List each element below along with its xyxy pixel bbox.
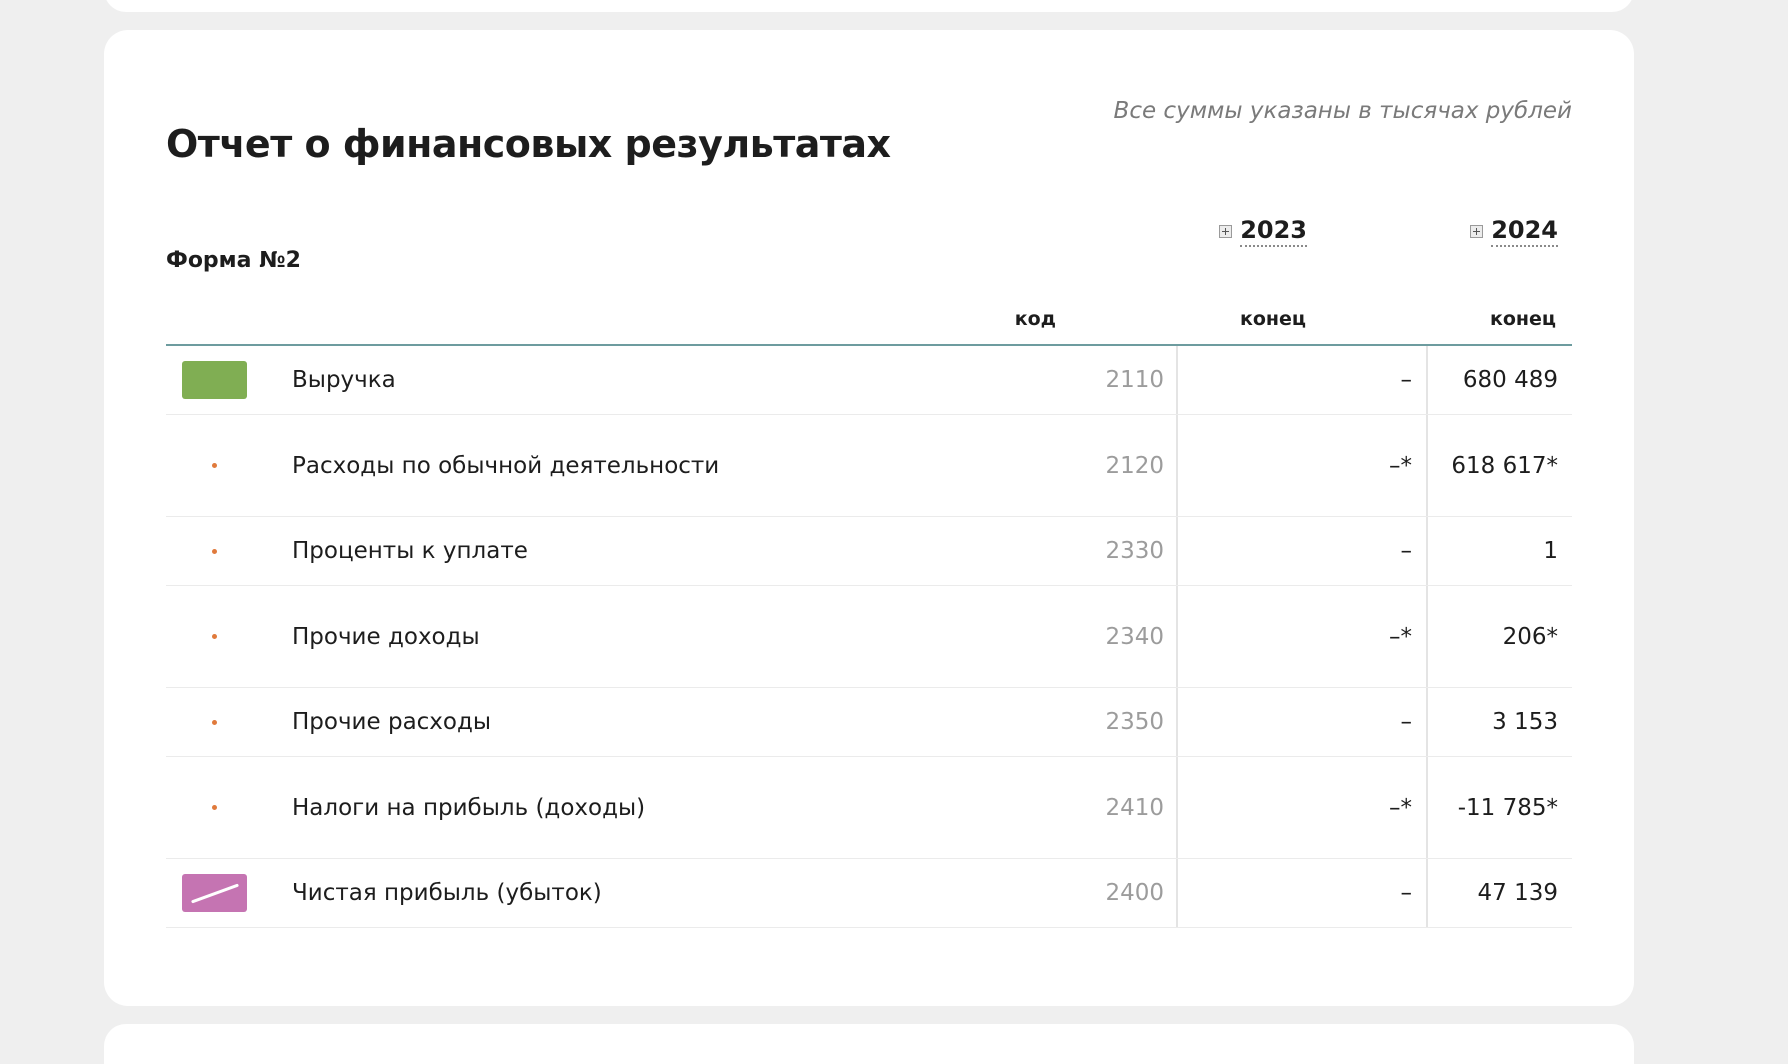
row-value-2023: – — [1178, 346, 1428, 414]
row-label: Прочие расходы — [292, 709, 492, 735]
row-value-2024: 47 139 — [1477, 880, 1558, 906]
row-code: 2120 — [1052, 415, 1178, 516]
row-value-2023: –* — [1178, 757, 1428, 858]
row-code: 2400 — [1052, 859, 1178, 927]
row-value-2024: 3 153 — [1492, 709, 1558, 735]
row-code: 2350 — [1052, 688, 1178, 756]
expand-icon[interactable] — [1470, 225, 1483, 238]
row-code: 2410 — [1052, 757, 1178, 858]
year-2024-label[interactable]: 2024 — [1491, 216, 1558, 247]
revenue-legend-marker — [182, 361, 247, 399]
row-value-2023: –* — [1178, 586, 1428, 687]
table-row — [166, 346, 1572, 415]
row-label: Налоги на прибыль (доходы) — [292, 794, 646, 821]
dot-marker — [212, 463, 217, 468]
column-header-end-2024: конец — [1489, 308, 1556, 330]
row-value-2024: 680 489 — [1462, 367, 1558, 393]
table-row — [166, 859, 1572, 928]
row-label: Прочие доходы — [292, 623, 480, 650]
dot-marker — [212, 805, 217, 810]
year-2024-toggle[interactable] — [1470, 216, 1558, 247]
column-header-code: код — [1014, 308, 1056, 330]
dot-marker — [212, 634, 217, 639]
dot-marker — [212, 549, 217, 554]
row-code: 2340 — [1052, 586, 1178, 687]
row-code: 2110 — [1052, 346, 1178, 414]
row-code: 2330 — [1052, 517, 1178, 585]
row-value-2024: 618 617* — [1451, 452, 1558, 479]
row-value-2024: 1 — [1543, 538, 1558, 564]
table-row — [166, 586, 1572, 688]
table-row — [166, 757, 1572, 859]
financial-results-card — [104, 30, 1634, 1006]
row-value-2024: -11 785* — [1457, 794, 1558, 821]
row-value-2023: – — [1178, 688, 1428, 756]
row-label: Выручка — [292, 367, 396, 393]
column-header-end-2023: конец — [1239, 308, 1306, 330]
row-value-2024: 206* — [1502, 623, 1558, 650]
row-label: Проценты к уплате — [292, 538, 528, 564]
page-title: Отчет о финансовых результатах — [166, 122, 891, 166]
form-label: Форма №2 — [166, 248, 301, 273]
financial-table — [166, 346, 1572, 928]
row-label: Чистая прибыль (убыток) — [292, 880, 602, 906]
row-value-2023: – — [1178, 517, 1428, 585]
year-2023-toggle[interactable] — [1219, 216, 1307, 247]
row-label: Расходы по обычной деятельности — [292, 452, 720, 479]
expand-icon[interactable] — [1219, 225, 1232, 238]
previous-card — [104, 0, 1634, 12]
table-row — [166, 415, 1572, 517]
table-row — [166, 517, 1572, 586]
next-card — [104, 1024, 1634, 1064]
units-note: Все суммы указаны в тысячах рублей — [1113, 98, 1572, 124]
year-2023-label[interactable]: 2023 — [1240, 216, 1307, 247]
dot-marker — [212, 720, 217, 725]
row-value-2023: –* — [1178, 415, 1428, 516]
profit-legend-marker — [182, 874, 247, 912]
row-value-2023: – — [1178, 859, 1428, 927]
table-row — [166, 688, 1572, 757]
